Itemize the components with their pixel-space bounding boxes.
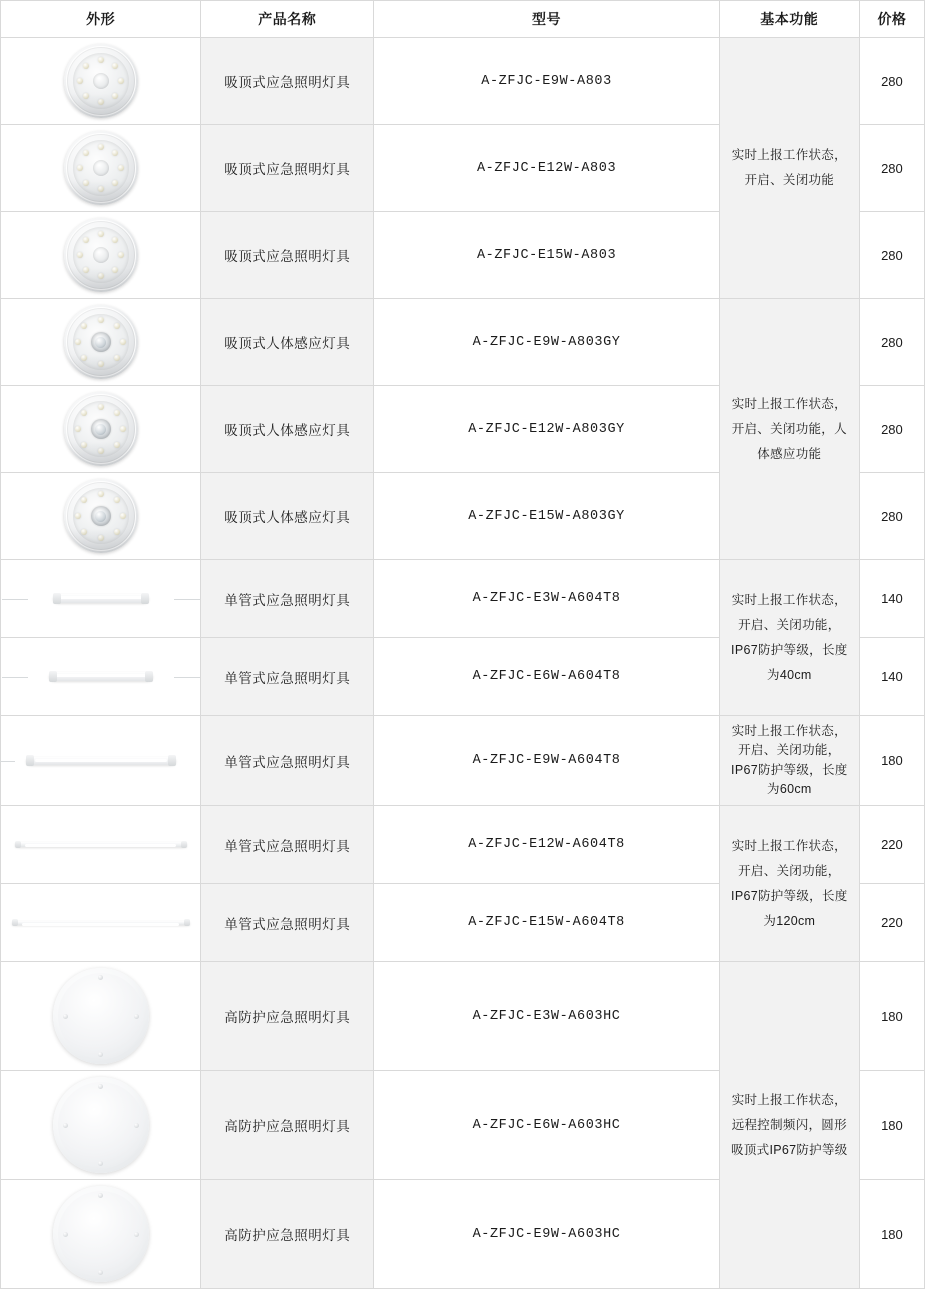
table-body [1, 38, 925, 1289]
product-function-cell: 实时上报工作状态，开启、关闭功能，IP67防护等级，长度为120cm [719, 806, 859, 962]
product-model-cell: A-ZFJC-E9W-A604T8 [374, 716, 719, 806]
column-header-product-name: 产品名称 [201, 1, 374, 38]
product-image-cell [1, 884, 201, 962]
product-name-cell: 吸顶式人体感应灯具 [201, 299, 374, 386]
product-model-cell: A-ZFJC-E12W-A803GY [374, 386, 719, 473]
product-image-cell [1, 125, 201, 212]
product-model-cell: A-ZFJC-E15W-A604T8 [374, 884, 719, 962]
table-header [1, 1, 925, 38]
ceiling-lamp-icon [64, 44, 138, 118]
product-image-cell [1, 638, 201, 716]
product-name-cell: 高防护应急照明灯具 [201, 1180, 374, 1289]
column-header-function: 基本功能 [719, 1, 859, 38]
table-row [1, 962, 925, 1071]
product-model-cell: A-ZFJC-E9W-A803GY [374, 299, 719, 386]
product-image-cell [1, 560, 201, 638]
product-name-cell: 吸顶式应急照明灯具 [201, 212, 374, 299]
table-row [1, 560, 925, 638]
ceiling-lamp-icon [64, 131, 138, 205]
product-model-cell: A-ZFJC-E3W-A603HC [374, 962, 719, 1071]
product-price-cell: 140 [859, 638, 924, 716]
column-header-model: 型号 [374, 1, 719, 38]
product-image-cell [1, 962, 201, 1071]
product-name-cell: 单管式应急照明灯具 [201, 560, 374, 638]
table-row [1, 716, 925, 806]
product-name-cell: 单管式应急照明灯具 [201, 884, 374, 962]
product-price-cell: 280 [859, 299, 924, 386]
product-price-cell: 140 [859, 560, 924, 638]
product-function-cell: 实时上报工作状态，开启、关闭功能，IP67防护等级，长度为40cm [719, 560, 859, 716]
product-name-cell: 单管式应急照明灯具 [201, 716, 374, 806]
high-protection-lamp-icon [53, 1077, 149, 1173]
table-row [1, 38, 925, 125]
product-name-cell: 吸顶式人体感应灯具 [201, 386, 374, 473]
ceiling-pir-lamp-icon [64, 392, 138, 466]
product-model-cell: A-ZFJC-E15W-A803 [374, 212, 719, 299]
table-header-row [1, 1, 925, 38]
product-model-cell: A-ZFJC-E6W-A604T8 [374, 638, 719, 716]
product-model-cell: A-ZFJC-E3W-A604T8 [374, 560, 719, 638]
product-function-cell: 实时上报工作状态，开启、关闭功能，人体感应功能 [719, 299, 859, 560]
product-price-cell: 180 [859, 962, 924, 1071]
column-header-price: 价格 [859, 1, 924, 38]
high-protection-lamp-icon [53, 968, 149, 1064]
product-price-cell: 180 [859, 716, 924, 806]
tube-lamp-icon [26, 588, 176, 610]
product-name-cell: 高防护应急照明灯具 [201, 962, 374, 1071]
product-image-cell [1, 212, 201, 299]
product-function-cell: 实时上报工作状态，开启、关闭功能，IP67防护等级，长度为60cm [719, 716, 859, 806]
tube-lamp-icon [26, 666, 176, 688]
product-image-cell [1, 299, 201, 386]
product-price-cell: 280 [859, 386, 924, 473]
product-name-cell: 单管式应急照明灯具 [201, 638, 374, 716]
product-name-cell: 吸顶式应急照明灯具 [201, 125, 374, 212]
product-image-cell [1, 1180, 201, 1289]
product-price-cell: 280 [859, 473, 924, 560]
product-image-cell [1, 386, 201, 473]
table-row [1, 299, 925, 386]
tube-lamp-icon [8, 912, 194, 934]
product-price-cell: 180 [859, 1180, 924, 1289]
product-image-cell [1, 38, 201, 125]
product-price-cell: 280 [859, 212, 924, 299]
tube-lamp-icon [13, 750, 189, 772]
column-header-appearance: 外形 [1, 1, 201, 38]
product-model-cell: A-ZFJC-E6W-A603HC [374, 1071, 719, 1180]
product-price-cell: 220 [859, 806, 924, 884]
product-name-cell: 单管式应急照明灯具 [201, 806, 374, 884]
product-model-cell: A-ZFJC-E15W-A803GY [374, 473, 719, 560]
product-image-cell [1, 806, 201, 884]
product-model-cell: A-ZFJC-E12W-A803 [374, 125, 719, 212]
ceiling-lamp-icon [64, 218, 138, 292]
product-name-cell: 吸顶式人体感应灯具 [201, 473, 374, 560]
product-price-cell: 180 [859, 1071, 924, 1180]
ceiling-pir-lamp-icon [64, 305, 138, 379]
product-price-cell: 280 [859, 125, 924, 212]
product-model-cell: A-ZFJC-E9W-A803 [374, 38, 719, 125]
table-row [1, 806, 925, 884]
product-price-cell: 220 [859, 884, 924, 962]
product-model-cell: A-ZFJC-E9W-A603HC [374, 1180, 719, 1289]
product-function-cell: 实时上报工作状态，开启、关闭功能 [719, 38, 859, 299]
product-name-cell: 高防护应急照明灯具 [201, 1071, 374, 1180]
product-name-cell: 吸顶式应急照明灯具 [201, 38, 374, 125]
product-image-cell [1, 1071, 201, 1180]
tube-lamp-icon [10, 834, 192, 856]
product-image-cell [1, 716, 201, 806]
product-price-cell: 280 [859, 38, 924, 125]
product-function-cell: 实时上报工作状态，远程控制频闪，圆形吸顶式IP67防护等级 [719, 962, 859, 1289]
product-image-cell [1, 473, 201, 560]
ceiling-pir-lamp-icon [64, 479, 138, 553]
product-model-cell: A-ZFJC-E12W-A604T8 [374, 806, 719, 884]
high-protection-lamp-icon [53, 1186, 149, 1282]
